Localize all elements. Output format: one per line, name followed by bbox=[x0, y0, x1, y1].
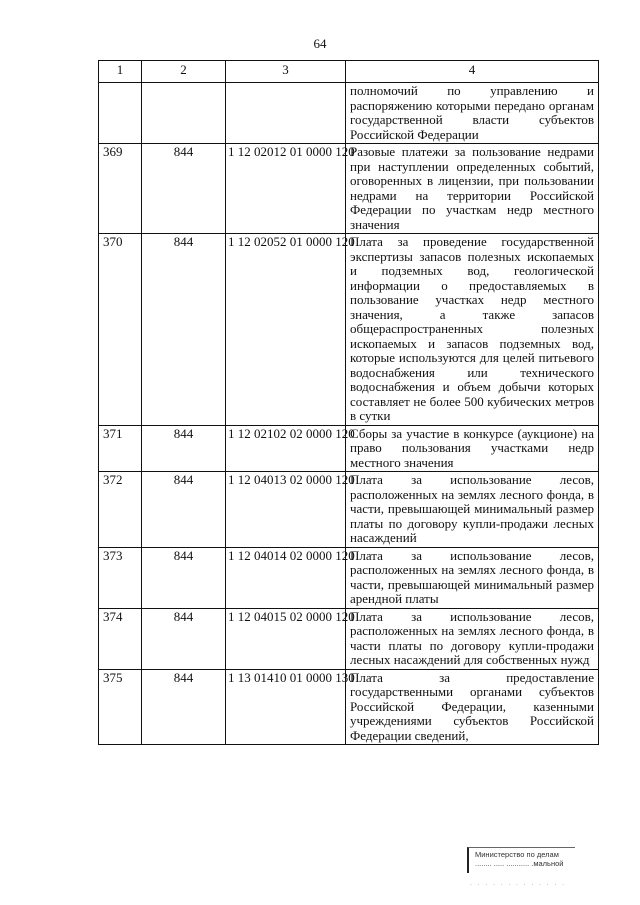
revenue-description: Разовые платежи за пользование недрами при наступлении определенных событий, оговоренных в лицензии, при пользовании недрами на территории Российской Федерации по участкам недр местного значения bbox=[346, 144, 599, 234]
header-col-1: 1 bbox=[99, 61, 142, 83]
budget-code: 1 12 02052 01 0000 120 bbox=[226, 234, 346, 426]
admin-code: 844 bbox=[142, 547, 226, 608]
table-row bbox=[99, 425, 599, 472]
revenue-description: полномочий по управлению и распоряжению которыми передано органам государственной власти субъектов Российской Федерации bbox=[346, 83, 599, 144]
page-number: 64 bbox=[313, 36, 327, 51]
revenue-description: Плата за использование лесов, расположенных на землях лесного фонда, в части платы по договору купли-продажи лесных насаждений для собственных нужд bbox=[346, 608, 599, 669]
row-number: 374 bbox=[99, 608, 142, 669]
budget-code: 1 12 04014 02 0000 120 bbox=[226, 547, 346, 608]
budget-code: 1 13 01410 01 0000 130 bbox=[226, 669, 346, 745]
admin-code: 844 bbox=[142, 608, 226, 669]
header-col-4: 4 bbox=[346, 61, 599, 83]
row-number: 371 bbox=[99, 425, 142, 472]
ministry-stamp bbox=[467, 847, 575, 873]
admin-code: 844 bbox=[142, 669, 226, 745]
header-col-3: 3 bbox=[226, 61, 346, 83]
budget-code: 1 12 04015 02 0000 120 bbox=[226, 608, 346, 669]
admin-code bbox=[142, 83, 226, 144]
admin-code: 844 bbox=[142, 425, 226, 472]
admin-code: 844 bbox=[142, 144, 226, 234]
table-row bbox=[99, 234, 599, 426]
header-col-2: 2 bbox=[142, 61, 226, 83]
revenue-description: Плата за использование лесов, расположенных на землях лесного фонда, в части, превышающей минимальный размер арендной платы bbox=[346, 547, 599, 608]
budget-code: 1 12 02012 01 0000 120 bbox=[226, 144, 346, 234]
stamp-line-2: ........ ..... ........... .мальной bbox=[475, 859, 564, 868]
revenue-description: Плата за предоставление государственными органами субъектов Российской Федерации, казенными учреждениями субъектов Российской Федерации сведений, bbox=[346, 669, 599, 745]
budget-code: 1 12 02102 02 0000 120 bbox=[226, 425, 346, 472]
row-number: 373 bbox=[99, 547, 142, 608]
row-number: 372 bbox=[99, 472, 142, 548]
revenue-description: Плата за проведение государственной экспертизы запасов полезных ископаемых и подземных вод, геологической информации о предоставляемых в пользование участках недр местного значения, а также запасов общераспространенных полезных ископаемых и запасов подземных вод, которые используются для целей питьевого водоснабжения или технического водоснабжения и объем добычи которых составляет не более 500 кубических метров в сутки bbox=[346, 234, 599, 426]
table-row bbox=[99, 472, 599, 548]
table-row bbox=[99, 83, 599, 144]
admin-code: 844 bbox=[142, 472, 226, 548]
revenue-description: Сборы за участие в конкурсе (аукционе) на право пользования участками недр местного значения bbox=[346, 425, 599, 472]
budget-code bbox=[226, 83, 346, 144]
table-header-row bbox=[99, 61, 599, 83]
row-number: 370 bbox=[99, 234, 142, 426]
row-number: 369 bbox=[99, 144, 142, 234]
row-number bbox=[99, 83, 142, 144]
table-row bbox=[99, 144, 599, 234]
table-row bbox=[99, 547, 599, 608]
table-row bbox=[99, 608, 599, 669]
revenue-codes-table bbox=[98, 60, 599, 745]
budget-code: 1 12 04013 02 0000 120 bbox=[226, 472, 346, 548]
revenue-description: Плата за использование лесов, расположенных на землях лесного фонда, в части, превышающей минимальный размер платы по договору купли-продажи лесных насаждений bbox=[346, 472, 599, 548]
stamp-underline-dots: · · · · · · · · · · · · · bbox=[470, 882, 566, 888]
stamp-line-1: Министерство по делам bbox=[475, 850, 559, 859]
admin-code: 844 bbox=[142, 234, 226, 426]
table-row bbox=[99, 669, 599, 745]
row-number: 375 bbox=[99, 669, 142, 745]
